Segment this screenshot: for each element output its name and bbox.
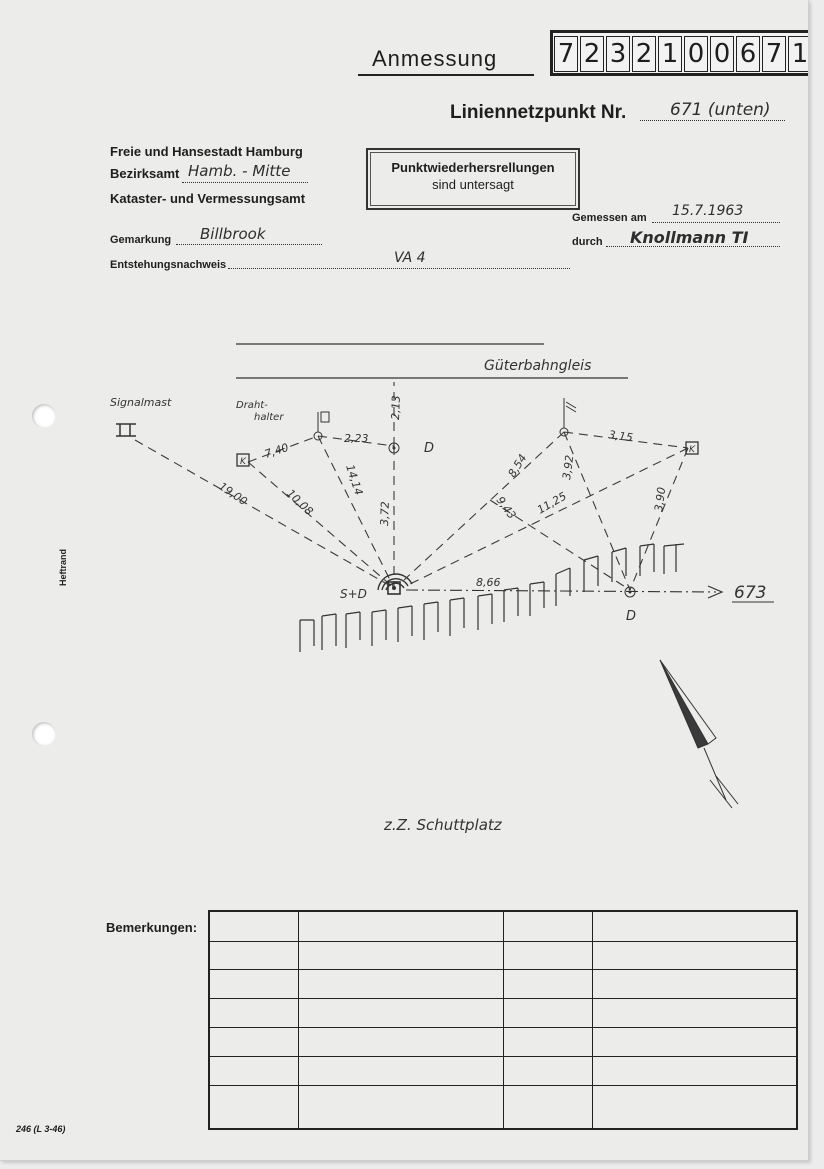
svg-text:3,92: 3,92 <box>560 454 577 481</box>
svg-text:8,54: 8,54 <box>505 451 530 480</box>
gemarkung-label: Gemarkung <box>110 234 172 246</box>
doc-number-digit: 2 <box>632 36 656 72</box>
svg-text:19,00: 19,00 <box>216 479 250 509</box>
svg-text:7,40: 7,40 <box>262 440 291 461</box>
form-title: Anmessung <box>372 46 498 71</box>
doc-number-digit: 7 <box>762 36 786 72</box>
wire-holder-icon <box>314 412 329 440</box>
k-label: K <box>689 445 695 455</box>
doc-number-digit: 1 <box>658 36 682 72</box>
margin-label: Heftrand <box>58 548 68 586</box>
target-label: 673 <box>734 583 767 603</box>
entstehung-value: VA 4 <box>394 250 426 266</box>
d-label: D <box>424 441 435 456</box>
svg-text:9,43: 9,43 <box>493 494 519 522</box>
svg-text:3,72: 3,72 <box>378 501 392 527</box>
main-survey-point <box>378 574 412 594</box>
svg-text:8,66: 8,66 <box>476 576 501 589</box>
punch-hole <box>32 722 56 746</box>
doc-number-digit: 7 <box>554 36 578 72</box>
liniennetzpunkt-label: Liniennetzpunkt Nr. <box>450 102 627 123</box>
bezirksamt-label: Bezirksamt <box>110 166 180 181</box>
signalmast-label: Signalmast <box>110 396 172 409</box>
svg-text:3,15: 3,15 <box>607 428 634 445</box>
svg-text:3,90: 3,90 <box>652 486 669 513</box>
doc-number-digit: 2 <box>580 36 604 72</box>
std-label: S+D <box>340 587 367 601</box>
svg-text:10,08: 10,08 <box>283 486 316 519</box>
north-arrow-icon <box>660 660 738 808</box>
authority-line1: Freie und Hansestadt Hamburg <box>110 144 303 159</box>
punch-hole <box>32 404 56 428</box>
durch-value: Knollmann TI <box>630 228 749 247</box>
d-label: D <box>626 609 637 624</box>
doc-number-digit: 3 <box>606 36 630 72</box>
wire-holder-icon <box>560 398 576 436</box>
authority-line3: Kataster- und Vermessungsamt <box>110 191 306 206</box>
gemarkung-value: Billbrook <box>200 225 266 243</box>
form-code: 246 (L 3-46) <box>16 1124 66 1134</box>
bezirksamt-value: Hamb. - Mitte <box>188 162 291 180</box>
doc-number-digit: 1 <box>788 36 809 72</box>
stamp-line1: Punktwiederhersrellungen <box>391 160 555 175</box>
main-line <box>406 590 716 592</box>
schuttplatz-label: z.Z. Schuttplatz <box>384 816 502 834</box>
durch-label: durch <box>572 236 603 248</box>
remarks-table <box>208 910 798 1130</box>
rail-label: Güterbahngleis <box>484 358 592 374</box>
drahthalter-label-2: halter <box>254 412 284 423</box>
svg-text:11,25: 11,25 <box>535 489 569 517</box>
doc-number-digit: 0 <box>684 36 708 72</box>
drahthalter-label-1: Draht- <box>236 400 268 411</box>
k-label: K <box>240 457 246 467</box>
measurement-lines <box>135 382 688 590</box>
signalmast-icon <box>116 424 136 436</box>
remarks-label: Bemerkungen: <box>106 920 198 935</box>
entstehung-label: Entstehungsnachweis <box>110 259 227 271</box>
svg-text:2,23: 2,23 <box>344 432 369 445</box>
stamp-line2: sind untersagt <box>432 177 514 192</box>
doc-number-digit: 0 <box>710 36 734 72</box>
doc-number-digit: 6 <box>736 36 760 72</box>
svg-text:2,13: 2,13 <box>389 395 403 421</box>
liniennetzpunkt-value: 671 (unten) <box>670 100 771 120</box>
gemessen-value: 15.7.1963 <box>672 203 744 219</box>
gemessen-label: Gemessen am <box>572 212 647 224</box>
svg-text:14,14: 14,14 <box>343 462 366 497</box>
